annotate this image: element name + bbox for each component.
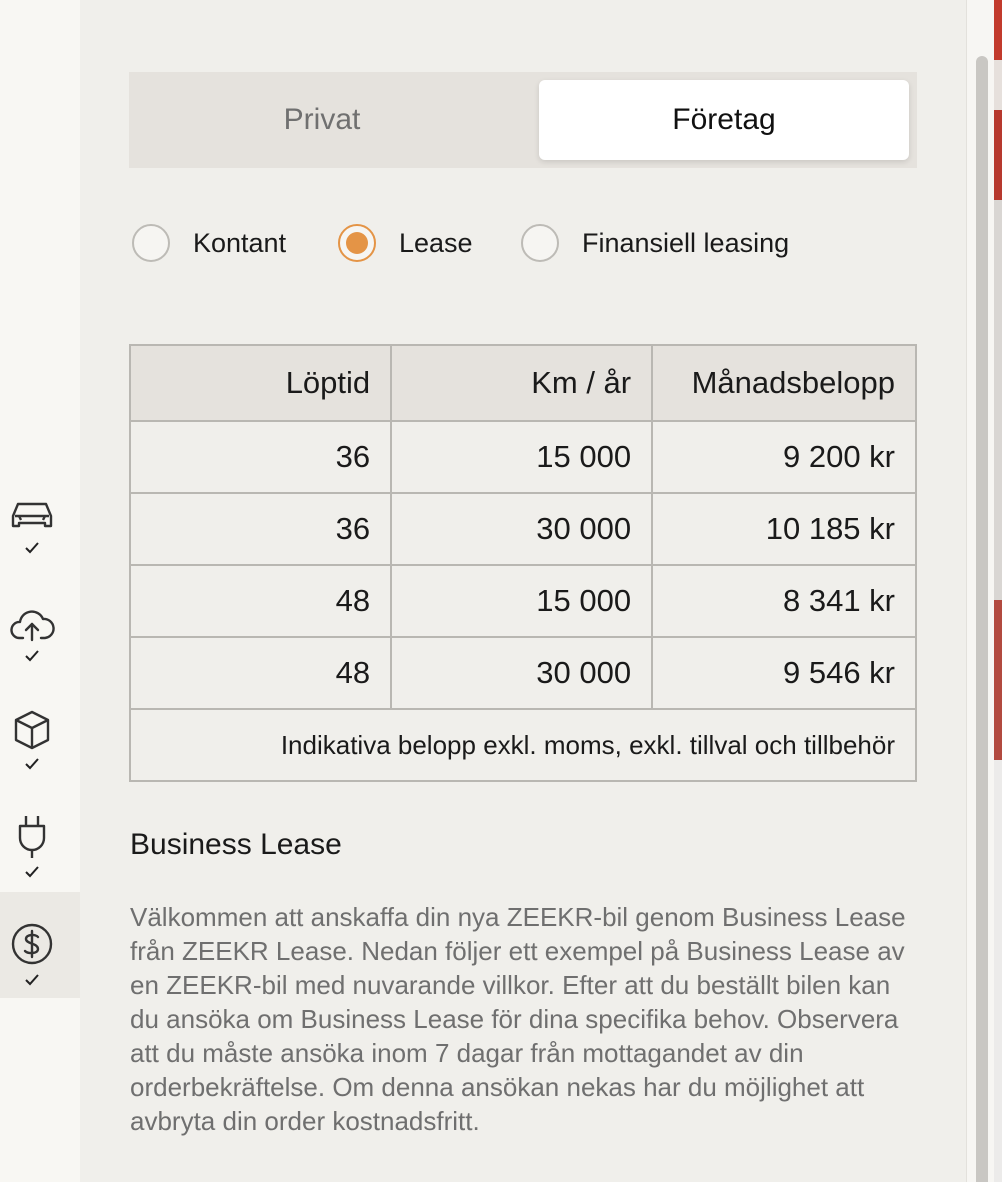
radio-dot — [346, 232, 368, 254]
header-km-per-year: Km / år — [391, 345, 652, 421]
cell-km: 15 000 — [391, 421, 652, 493]
table-note-row — [130, 709, 916, 781]
tab-private[interactable]: Privat — [283, 103, 361, 136]
cell-term: 48 — [130, 637, 391, 709]
radio-button[interactable] — [132, 224, 170, 262]
car-icon — [8, 492, 56, 540]
table-row — [130, 637, 916, 709]
check-icon — [24, 648, 40, 664]
check-icon — [24, 972, 40, 988]
cell-term: 36 — [130, 493, 391, 565]
radio-label: Lease — [399, 227, 473, 258]
rail-step-accessories[interactable] — [0, 704, 80, 810]
check-icon — [24, 864, 40, 880]
scrollbar[interactable] — [966, 0, 995, 1182]
cell-km: 30 000 — [391, 493, 652, 565]
cell-amount: 10 185 kr — [652, 493, 916, 565]
check-icon — [24, 756, 40, 772]
cell-amount: 8 341 kr — [652, 565, 916, 637]
table-row — [130, 421, 916, 493]
table-header-row — [130, 345, 916, 421]
background-edge — [994, 0, 1002, 1182]
header-term: Löptid — [130, 345, 391, 421]
cell-term: 48 — [130, 565, 391, 637]
table-row — [130, 565, 916, 637]
check-icon — [24, 540, 40, 556]
customer-type-toggle — [129, 72, 917, 168]
cell-km: 15 000 — [391, 565, 652, 637]
section-description: Välkommen att anskaffa din nya ZEEKR-bil genom Business Lease från ZEEKR Lease. Nedan följer ett exempel på Business Lease av en ZEEKR-bil med nuvarande villkor. Efter att du beställt bilen kan du ansöka om Business Lease för dina specifika behov. Observera att du måste ansöka inom 7 dagar från mottagandet av din orderbekräftelse. Om denna ansökan nekas har du möjlighet att avbryta din order kostnadsfritt. — [130, 902, 906, 1136]
section-title: Business Lease — [130, 828, 342, 861]
radio-label: Kontant — [193, 227, 287, 258]
table-note: Indikativa belopp exkl. moms, exkl. tillval och tillbehör — [130, 709, 916, 781]
cell-amount: 9 546 kr — [652, 637, 916, 709]
box-icon — [8, 706, 56, 754]
cloud-upload-icon — [8, 600, 56, 648]
cell-km: 30 000 — [391, 637, 652, 709]
header-monthly-amount: Månadsbelopp — [652, 345, 916, 421]
radio-lease[interactable] — [338, 222, 473, 264]
radio-financial-leasing[interactable] — [521, 222, 789, 264]
tab-business[interactable]: Företag — [539, 80, 909, 160]
step-rail — [0, 0, 80, 1182]
dollar-icon — [8, 920, 56, 968]
table-row — [130, 493, 916, 565]
radio-button[interactable] — [521, 224, 559, 262]
lease-price-table — [129, 344, 917, 782]
radio-cash[interactable] — [132, 222, 286, 264]
cell-amount: 9 200 kr — [652, 421, 916, 493]
rail-step-car[interactable] — [0, 488, 80, 594]
rail-step-payment[interactable] — [0, 892, 80, 998]
plug-icon — [8, 812, 56, 860]
radio-label: Finansiell leasing — [582, 227, 790, 258]
scrollbar-thumb[interactable] — [976, 56, 988, 1182]
cell-term: 36 — [130, 421, 391, 493]
rail-step-software[interactable] — [0, 596, 80, 702]
radio-button-checked[interactable] — [338, 224, 376, 262]
